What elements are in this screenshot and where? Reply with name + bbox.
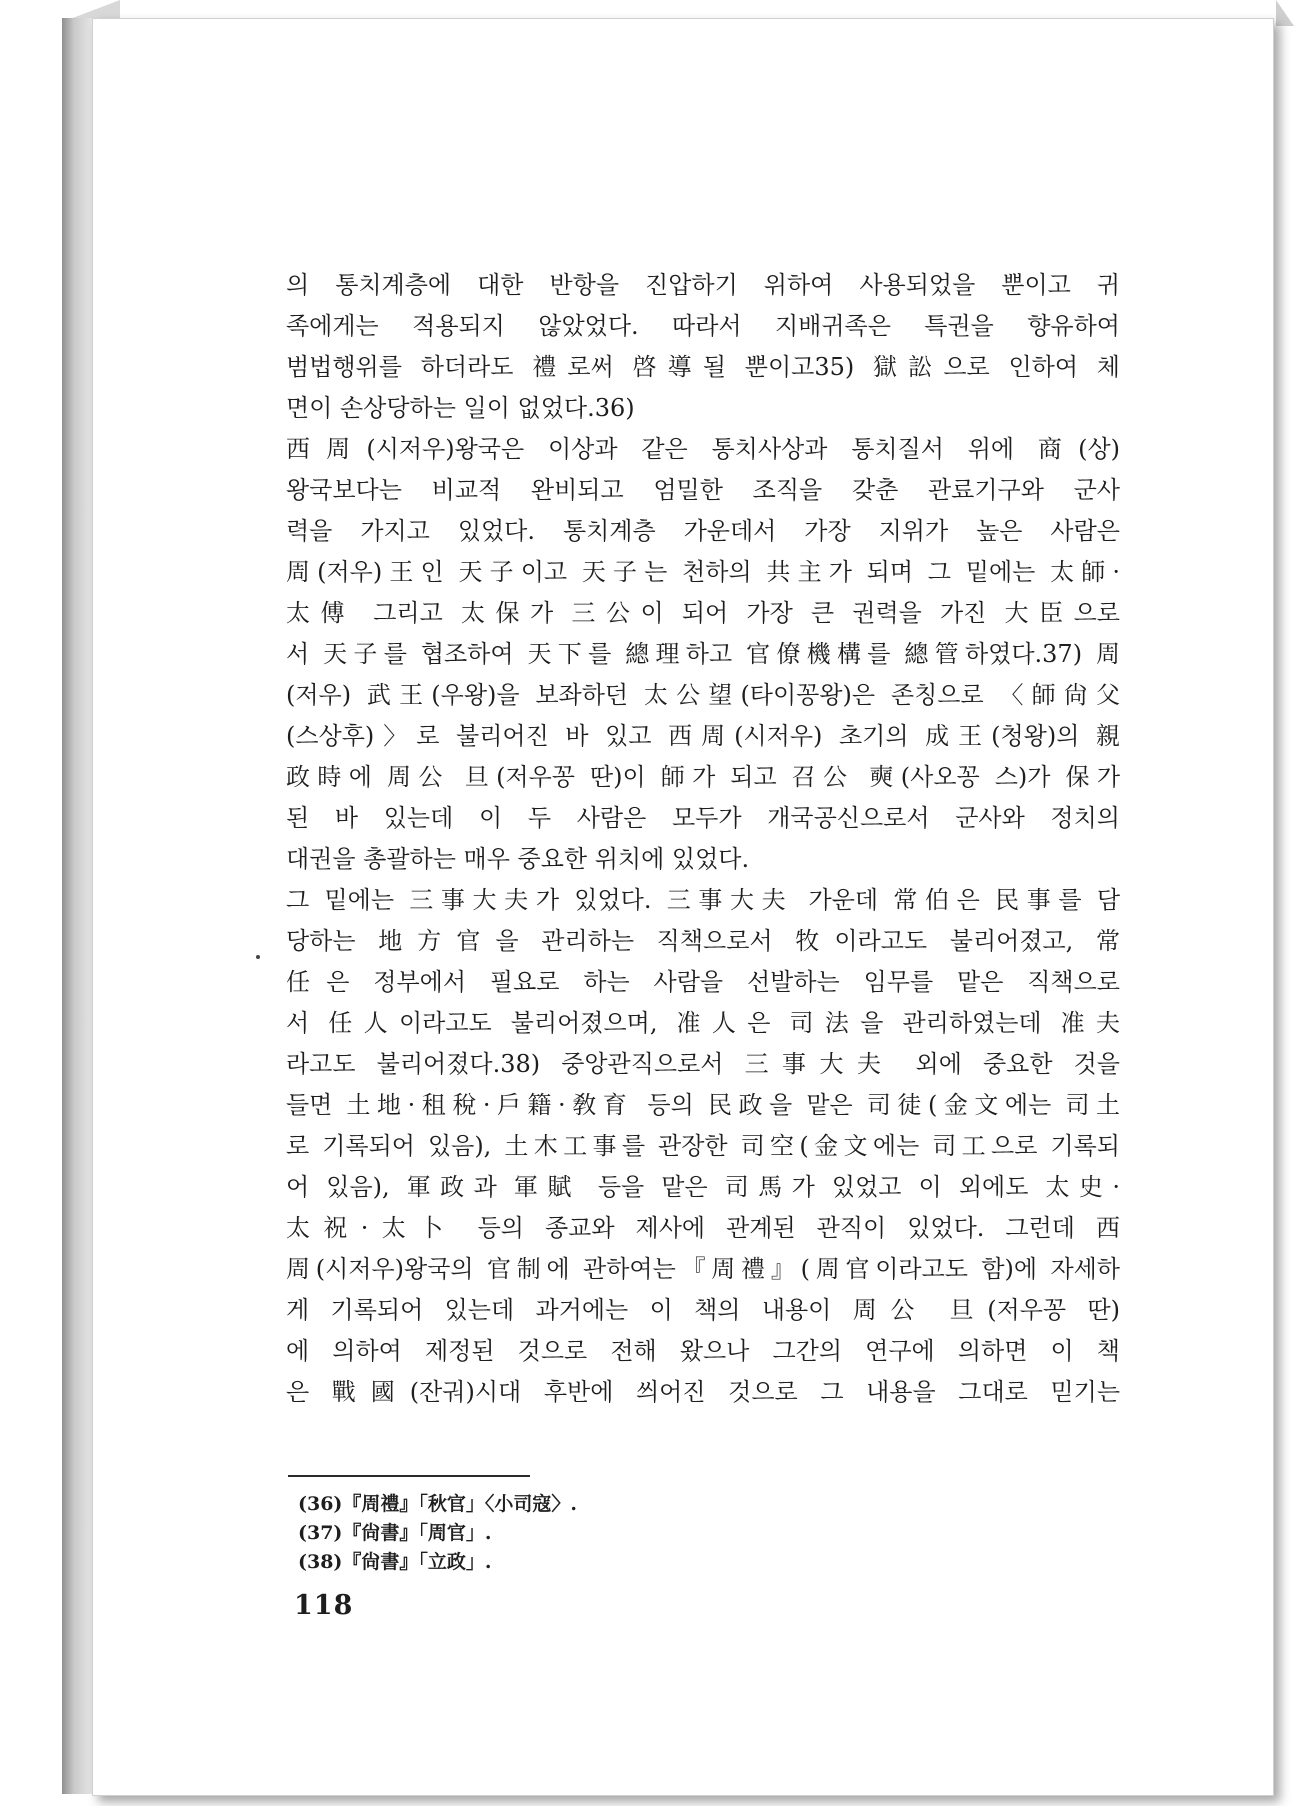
footnote-36: (36)『周禮』「秋官」〈小司寇〉. xyxy=(298,1493,578,1515)
text-line: 西周(시저우)왕국은 이상과 같은 통치사상과 통치질서 위에 商(상) xyxy=(286,435,1120,463)
page-number: 118 xyxy=(294,1590,354,1621)
text-line: 周(저우)王인 天子이고 天子는 천하의 共主가 되며 그 밑에는 太師· xyxy=(286,558,1120,586)
footnotes xyxy=(298,1490,798,1577)
text-line: 任은 정부에서 필요로 하는 사람을 선발하는 임무를 맡은 직책으로 xyxy=(286,968,1120,996)
text-line: 왕국보다는 비교적 완비되고 엄밀한 조직을 갖춘 관료기구와 군사 xyxy=(286,476,1120,504)
page-corner-right xyxy=(1276,0,1294,26)
text-line: 은 戰國(잔궈)시대 후반에 씌어진 것으로 그 내용을 그대로 믿기는 xyxy=(286,1378,1120,1406)
text-line: 어 있음), 軍政과 軍賦 등을 맡은 司馬가 있었고 이 외에도 太史· xyxy=(286,1173,1120,1201)
text-line: 들면 土地·租稅·戶籍·敎育 등의 民政을 맡은 司徒(金文에는 司土 xyxy=(286,1091,1120,1119)
text-line: (저우) 武王(우왕)을 보좌하던 太公望(타이꽁왕)은 존칭으로 〈師尙父 xyxy=(286,681,1120,709)
text-line: 라고도 불리어졌다.38) 중앙관직으로서 三事大夫 외에 중요한 것을 xyxy=(286,1050,1120,1078)
text-line: 太傅 그리고 太保가 三公이 되어 가장 큰 권력을 가진 大臣으로 xyxy=(286,599,1120,627)
text-line: 로 기록되어 있음), 土木工事를 관장한 司空(金文에는 司工으로 기록되 xyxy=(286,1132,1120,1160)
text-line: 에 의하여 제정된 것으로 전해 왔으나 그간의 연구에 의하면 이 책 xyxy=(286,1337,1120,1365)
footnote-divider xyxy=(288,1475,530,1477)
text-line: 政時에 周公 旦(저우꽁 딴)이 師가 되고 召公 奭(사오꽁 스)가 保가 xyxy=(286,763,1120,791)
text-line: 대권을 총괄하는 매우 중요한 위치에 있었다. xyxy=(286,845,750,873)
margin-mark xyxy=(256,955,260,959)
text-line: 太祝·太卜 등의 종교와 제사에 관계된 관직이 있었다. 그런데 西 xyxy=(286,1214,1120,1242)
text-line: (스상후)〉로 불리어진 바 있고 西周(시저우) 초기의 成王(청왕)의 親 xyxy=(286,722,1120,750)
text-line: 그 밑에는 三事大夫가 있었다. 三事大夫 가운데 常伯은 民事를 담 xyxy=(286,886,1120,914)
text-line: 周(시저우)왕국의 官制에 관하여는『周禮』(周官이라고도 함)에 자세하 xyxy=(286,1255,1120,1283)
text-line: 서 任人이라고도 불리어졌으며, 准人은 司法을 관리하였는데 准夫 xyxy=(286,1009,1120,1037)
text-line: 당하는 地方官을 관리하는 직책으로서 牧이라고도 불리어졌고, 常 xyxy=(286,927,1120,955)
stacked-page-edges xyxy=(62,18,93,1794)
text-line: 서 天子를 협조하여 天下를 總理하고 官僚機構를 總管하였다.37) 周 xyxy=(286,640,1120,668)
text-line: 족에게는 적용되지 않았었다. 따라서 지배귀족은 특권을 향유하여 xyxy=(286,312,1120,340)
body-text xyxy=(286,265,1120,1413)
footnote-37: (37)『尙書』「周官」. xyxy=(298,1522,492,1544)
text-line: 력을 가지고 있었다. 통치계층 가운데서 가장 지위가 높은 사람은 xyxy=(286,517,1120,545)
text-line: 의 통치계층에 대한 반항을 진압하기 위하여 사용되었을 뿐이고 귀 xyxy=(286,271,1120,299)
text-line: 범법행위를 하더라도 禮로써 啓導될 뿐이고35) 獄訟으로 인하여 체 xyxy=(286,353,1120,381)
footnote-38: (38)『尙書』「立政」. xyxy=(298,1551,492,1573)
text-line: 된 바 있는데 이 두 사람은 모두가 개국공신으로서 군사와 정치의 xyxy=(286,804,1120,832)
text-line: 면이 손상당하는 일이 없었다.36) xyxy=(286,394,635,422)
text-line: 게 기록되어 있는데 과거에는 이 책의 내용이 周公 旦(저우꽁 딴) xyxy=(286,1296,1120,1324)
